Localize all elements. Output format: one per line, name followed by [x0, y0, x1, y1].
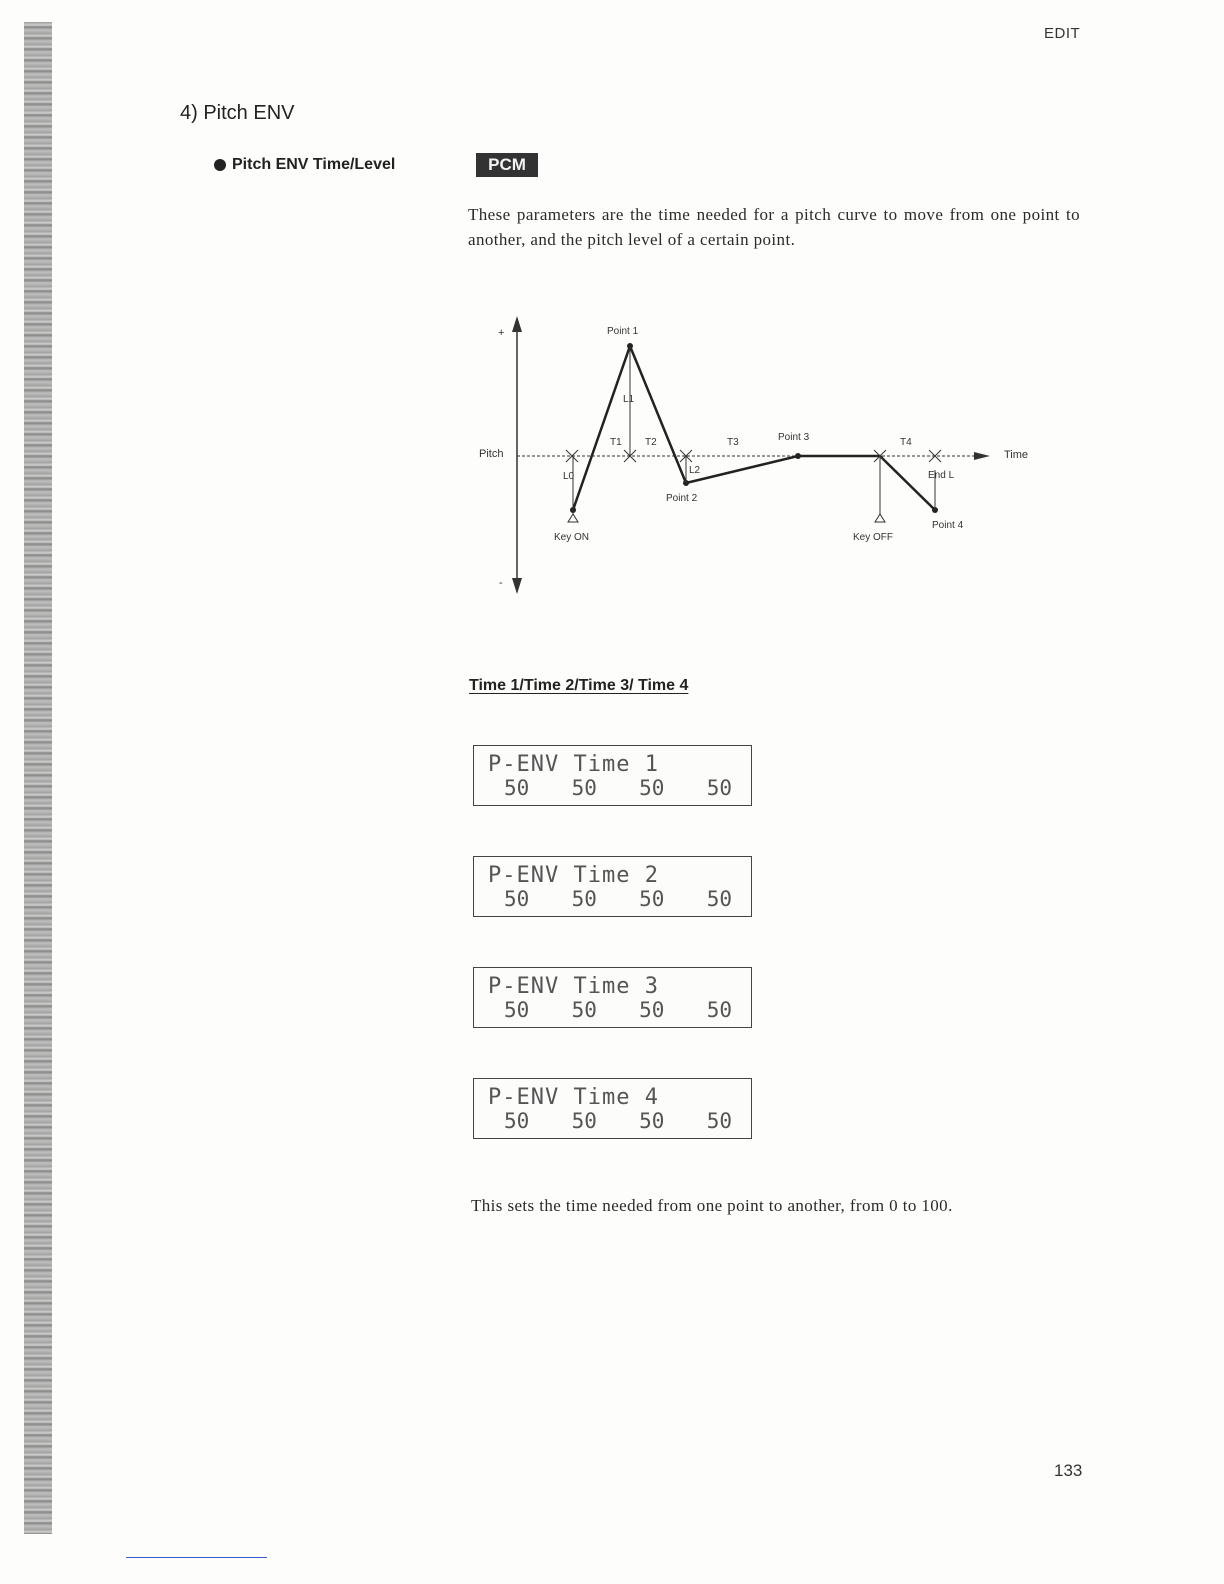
bullet-icon [214, 159, 226, 171]
lcd-label: P-ENV Time 2 [488, 863, 659, 888]
l2-label: L2 [689, 465, 701, 476]
pitch-plus-label: + [498, 327, 505, 339]
lcd-display-time-1 [473, 745, 752, 806]
time-axis-label: Time [1004, 449, 1029, 461]
lcd-value: 50 [639, 1109, 665, 1133]
section-tag: EDIT [1044, 25, 1081, 42]
lcd-display-time-3 [473, 967, 752, 1028]
lcd-value: 50 [639, 998, 665, 1022]
lcd-value: 50 [504, 1109, 530, 1133]
pitch-axis-up-arrow [512, 316, 522, 332]
lcd-label: P-ENV Time 1 [488, 752, 659, 777]
subsection-title: Pitch ENV Time/Level [232, 156, 396, 173]
l1-label: L1 [623, 394, 635, 405]
subsection-heading [214, 156, 395, 174]
l0-label: L0 [563, 471, 575, 482]
lcd-value: 50 [571, 998, 597, 1022]
page-number: 133 [1054, 1461, 1083, 1480]
key-on-label: Key ON [554, 532, 590, 543]
pitch-axis-down-arrow [512, 578, 522, 594]
lcd-values [504, 1109, 732, 1133]
envelope-curve [573, 346, 935, 510]
times-subheading: Time 1/Time 2/Time 3/ Time 4 [469, 677, 689, 694]
key-off-triangle [875, 514, 885, 522]
point-2-label: Point 2 [666, 493, 698, 504]
pitch-minus-label: - [499, 577, 503, 589]
lcd-value: 50 [639, 887, 665, 911]
lcd-value: 50 [504, 776, 530, 800]
lcd-value: 50 [571, 887, 597, 911]
section-title: 4) Pitch ENV [180, 102, 295, 124]
bottom-rule [126, 1557, 267, 1558]
lcd-label: P-ENV Time 4 [488, 1085, 659, 1110]
key-on-triangle [568, 514, 578, 522]
lcd-value: 50 [639, 776, 665, 800]
lcd-value: 50 [504, 998, 530, 1022]
pitch-envelope-diagram [470, 310, 1050, 610]
lcd-value: 50 [504, 887, 530, 911]
lcd-display-time-4 [473, 1078, 752, 1139]
lcd-values [504, 776, 732, 800]
point-4-label: Point 4 [932, 520, 964, 531]
t3-label: T3 [727, 437, 739, 448]
lcd-value: 50 [706, 776, 732, 800]
point-3-label: Point 3 [778, 432, 810, 443]
key-off-label: Key OFF [853, 532, 894, 543]
end-l-label: End L [928, 470, 955, 481]
footer-paragraph: This sets the time needed from one point to another, from 0 to 100. [471, 1196, 953, 1215]
time-axis-arrow [974, 452, 990, 460]
lcd-value: 50 [571, 1109, 597, 1133]
lcd-value: 50 [706, 1109, 732, 1133]
point-3-marker [795, 453, 801, 459]
scan-binding-edge [24, 22, 52, 1534]
lcd-label: P-ENV Time 3 [488, 974, 659, 999]
lcd-display-time-2 [473, 856, 752, 917]
lcd-value: 50 [571, 776, 597, 800]
t2-label: T2 [645, 437, 657, 448]
lcd-values [504, 998, 732, 1022]
point-1-label: Point 1 [607, 326, 639, 337]
t4-label: T4 [900, 437, 912, 448]
t1-label: T1 [610, 437, 622, 448]
lcd-value: 50 [706, 887, 732, 911]
intro-paragraph: These parameters are the time needed for a pitch curve to move from one point to another, and the pitch level of a certain point. [468, 205, 1080, 249]
lcd-values [504, 887, 732, 911]
pcm-badge: PCM [476, 153, 538, 177]
lcd-value: 50 [706, 998, 732, 1022]
pitch-axis-label: Pitch [479, 448, 504, 460]
